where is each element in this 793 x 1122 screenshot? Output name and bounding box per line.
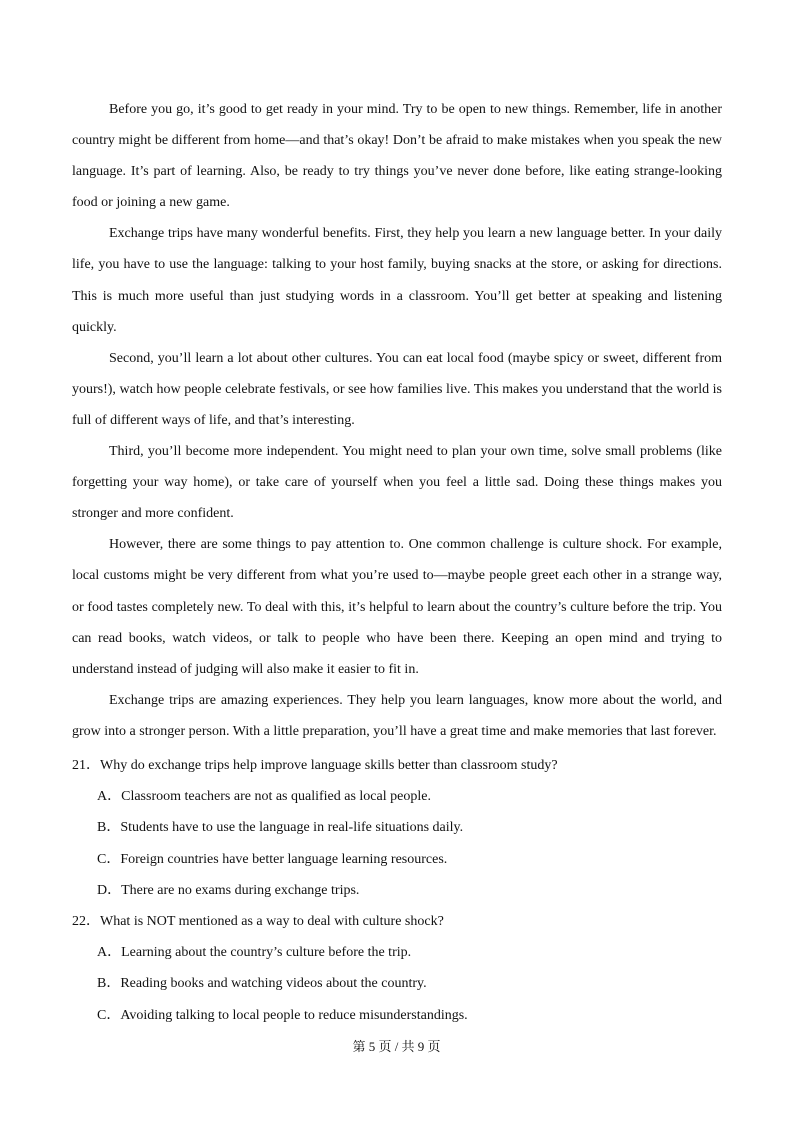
question-22-option-c: C．Avoiding talking to local people to reduce misunderstandings. <box>97 1007 468 1023</box>
question-21-option-b: B．Students have to use the language in real-life situations daily. <box>97 820 464 836</box>
passage-paragraph-4: Third, you’ll become more independent. You might need to plan your own time, solve small problems (like forgetting your way home), or take care of yourself when you feel a little sad. Doing these things makes you stronger and more confident. <box>72 444 722 522</box>
passage-paragraph-3: Second, you’ll learn a lot about other cultures. You can eat local food (maybe spicy or sweet, different from yours!), watch how people celebrate festivals, or see how families live. This makes you understand that the world is full of different ways of life, and that’s interesting. <box>72 350 722 428</box>
reading-passage <box>72 94 722 747</box>
passage-paragraph-1: Before you go, it’s good to get ready in your mind. Try to be open to new things. Remember, life in another country might be different from home—and that’s okay! Don’t be afraid to make mistakes when you speak the new language. It’s part of learning. Also, be ready to try things you’ve never done before, like eating strange-looking food or joining a new game. <box>72 102 722 211</box>
question-21-stem: 21．Why do exchange trips help improve language skills better than classroom study? <box>72 758 558 773</box>
question-21-option-d: D．There are no exams during exchange trips. <box>97 882 360 898</box>
question-22-option-a: A．Learning about the country’s culture before the trip. <box>97 945 412 961</box>
passage-paragraph-2: Exchange trips have many wonderful benefits. First, they help you learn a new language better. In your daily life, you have to use the language: talking to your host family, buying snacks at the store, or asking for directions. This is much more useful than just studying words in a classroom. You’ll get better at speaking and listening quickly. <box>72 226 722 335</box>
passage-paragraph-6: Exchange trips are amazing experiences. They help you learn languages, know more about the world, and grow into a stronger person. With a little preparation, you’ll have a great time and make memories that last forever. <box>72 692 722 739</box>
question-22-stem: 22．What is NOT mentioned as a way to deal with culture shock? <box>72 914 444 930</box>
passage-paragraph-5: However, there are some things to pay attention to. One common challenge is culture shock. For example, local customs might be very different from what you’re used to—maybe people greet each other in a strange way, or food tastes completely new. To deal with this, it’s helpful to learn about the country’s culture before the trip. You can read books, watch videos, or talk to people who have been there. Keeping an open mind and trying to understand instead of judging will also make it easier to fit in. <box>72 537 722 677</box>
question-21-option-a: A．Classroom teachers are not as qualified as local people. <box>97 789 431 805</box>
question-22-option-b: B．Reading books and watching videos about the country. <box>97 976 427 992</box>
question-21-option-c: C．Foreign countries have better language learning resources. <box>97 851 448 867</box>
question-list <box>72 750 722 1031</box>
page-number-footer: 第 5 页 / 共 9 页 <box>352 1039 441 1054</box>
